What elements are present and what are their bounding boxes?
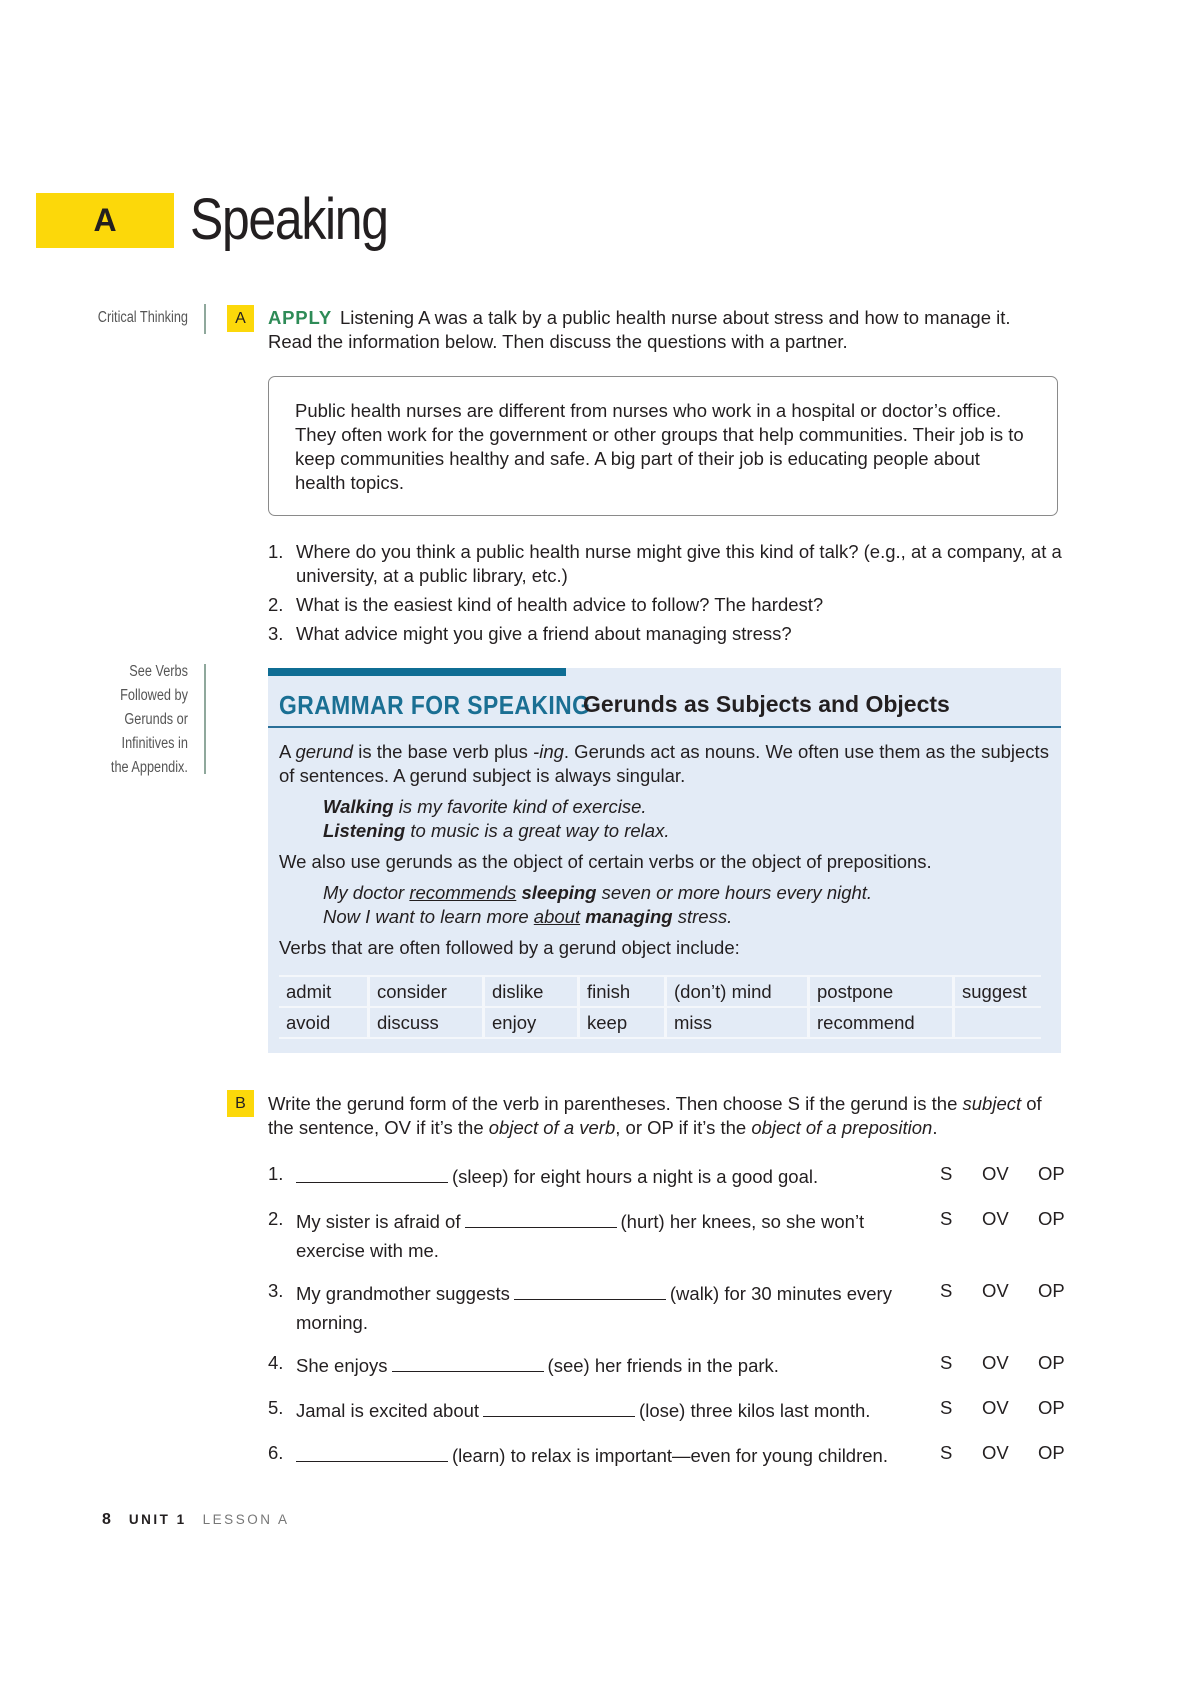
text-run: , or OP if it’s the [615,1117,752,1138]
exercise-sentence [296,1162,916,1191]
answer-blank[interactable] [296,1445,448,1462]
grammar-body [279,740,1054,960]
text-italic: object of a preposition [751,1117,933,1138]
choice-s[interactable]: S [940,1163,953,1184]
gerund-definition [279,740,1054,788]
exercise-number: 6. [268,1442,284,1463]
exercise-sentence [296,1396,916,1425]
activity-a-label: A [227,305,254,332]
grammar-divider [268,726,1061,728]
exercise-item [268,1162,1068,1191]
side-rule [204,664,206,774]
choice-s[interactable]: S [940,1352,953,1373]
apply-instructions-text: Listening A was a talk by a public health nurse about stress and how to manage it. Read the information below. Then discuss the questions with a partner. [268,307,1011,352]
grammar-subheading: Gerunds as Subjects and Objects [583,691,950,717]
exercise-item [268,1207,1068,1265]
table-cell: avoid [279,1007,369,1038]
side-rule [204,304,206,334]
table-row [279,976,1041,1007]
activity-a-instructions [268,306,1058,354]
exercise-item [268,1351,1068,1380]
choice-group [940,1279,1086,1303]
appendix-note-line: Infinitives in [121,735,188,752]
appendix-note-line: See Verbs [129,663,188,680]
exercise-item [268,1396,1068,1425]
term-ing: -ing [533,741,564,762]
appendix-note-line: the Appendix. [110,759,188,776]
sentence-before: My grandmother suggests [296,1283,510,1304]
choice-op[interactable]: OP [1038,1352,1065,1373]
object-example [279,905,1054,929]
choice-ov[interactable]: OV [982,1208,1009,1229]
choice-group [940,1207,1086,1231]
example-rest: stress. [672,906,733,927]
choice-op[interactable]: OP [1038,1397,1065,1418]
appendix-note-line: Followed by [120,687,188,704]
side-note-critical-thinking: Critical Thinking [97,309,188,326]
sentence-after: (walk) for 30 minutes every morning. [296,1283,892,1333]
grammar-top-bar [268,668,566,676]
verbs-intro: Verbs that are often followed by a gerund object include: [279,937,740,958]
exercise-item [268,1441,1068,1470]
table-cell: miss [666,1007,809,1038]
table-cell [954,1007,1042,1038]
example-text: Now I want to learn more [323,906,534,927]
table-cell: finish [579,976,666,1007]
page-footer [102,1511,289,1529]
exercise-number: 3. [268,1280,284,1301]
subject-example [279,795,1054,819]
exercise-item [268,1279,1068,1337]
choice-ov[interactable]: OV [982,1280,1009,1301]
footer-unit: UNIT 1 [128,1512,187,1527]
table-cell: suggest [954,976,1042,1007]
table-cell: (don’t) mind [666,976,809,1007]
question-item [268,593,1068,617]
activity-b-label: B [227,1090,254,1117]
choice-ov[interactable]: OV [982,1397,1009,1418]
info-box [268,376,1058,516]
sentence-before: She enjoys [296,1355,388,1376]
object-intro: We also use gerunds as the object of certain verbs or the object of prepositions. [279,851,932,872]
sentence-before: My sister is afraid of [296,1211,461,1232]
exercise-number: 1. [268,1163,284,1184]
question-text: What is the easiest kind of health advice to follow? The hardest? [296,594,824,615]
question-number: 1. [268,541,284,562]
answer-blank[interactable] [483,1400,635,1417]
answer-blank[interactable] [514,1283,666,1300]
exercise-number: 5. [268,1397,284,1418]
exercise-number: 4. [268,1352,284,1373]
section-tab [36,193,174,248]
choice-ov[interactable]: OV [982,1163,1009,1184]
appendix-note-line: Gerunds or [124,711,188,728]
choice-group [940,1162,1086,1186]
side-note-appendix [111,660,188,780]
text-italic: subject [962,1093,1022,1114]
choice-op[interactable]: OP [1038,1442,1065,1463]
choice-op[interactable]: OP [1038,1280,1065,1301]
choice-group [940,1396,1086,1420]
exercise-list [268,1162,1068,1484]
text-run: . Gerunds act as nouns. We often use them as the subjects of sentences. A gerund subject is always singular. [279,741,1049,786]
sentence-after: (hurt) her knees, so she won’t exercise with me. [296,1211,865,1261]
page-title: Speaking [190,187,388,252]
sentence-after: (see) her friends in the park. [547,1355,779,1376]
info-box-text: Public health nurses are different from nurses who work in a hospital or doctor’s office. They often work for the government or other groups that help communities. Their job is to keep communities healthy and safe. A big part of their job is educating people about health topics. [295,400,1024,493]
term-gerund: gerund [295,741,354,762]
verb-table [279,975,1041,1039]
answer-blank[interactable] [392,1355,544,1372]
table-cell: consider [369,976,484,1007]
example-rest: is my favorite kind of exercise. [393,796,647,817]
table-row [279,1007,1041,1038]
text-run: of the sentence, OV if it’s the [268,1093,1042,1138]
example-underlined: recommends [409,882,517,903]
exercise-number: 2. [268,1208,284,1229]
exercise-sentence [296,1351,916,1380]
answer-blank[interactable] [296,1166,448,1183]
choice-s[interactable]: S [940,1397,953,1418]
choice-group [940,1441,1086,1465]
text-italic: object of a verb [488,1117,616,1138]
table-cell: recommend [809,1007,954,1038]
answer-blank[interactable] [465,1211,617,1228]
sentence-after: (learn) to relax is important—even for young children. [452,1445,888,1466]
sentence-after: (lose) three kilos last month. [639,1400,871,1421]
choice-s[interactable]: S [940,1208,953,1229]
example-gerund: Walking [323,796,394,817]
exercise-sentence [296,1207,916,1265]
choice-group [940,1351,1086,1375]
text-run: is the base verb plus [353,741,534,762]
exercise-sentence [296,1279,916,1337]
table-cell: enjoy [484,1007,579,1038]
example-gerund: managing [585,906,673,927]
activity-b-instructions [268,1092,1068,1140]
example-gerund: Listening [323,820,406,841]
exercise-sentence [296,1441,916,1470]
question-text: What advice might you give a friend about managing stress? [296,623,792,644]
discussion-questions [268,540,1068,651]
choice-s[interactable]: S [940,1280,953,1301]
table-cell: keep [579,1007,666,1038]
example-text: My doctor [323,882,410,903]
grammar-box [268,668,1061,1053]
page-number: 8 [102,1511,111,1528]
question-text: Where do you think a public health nurse might give this kind of talk? (e.g., at a company, at a university, at a public library, etc.) [296,541,1062,586]
question-item [268,622,1068,646]
subject-example [279,819,1054,843]
table-cell: discuss [369,1007,484,1038]
text-run: A [279,741,296,762]
section-tab-letter: A [93,202,117,238]
choice-op[interactable]: OP [1038,1163,1065,1184]
object-example [279,881,1054,905]
sentence-after: (sleep) for eight hours a night is a good goal. [452,1166,819,1187]
table-cell: postpone [809,976,954,1007]
sentence-before: Jamal is excited about [296,1400,480,1421]
example-rest: to music is a great way to relax. [405,820,670,841]
table-cell: admit [279,976,369,1007]
question-number: 2. [268,594,284,615]
example-rest: seven or more hours every night. [596,882,873,903]
choice-ov[interactable]: OV [982,1352,1009,1373]
table-cell: dislike [484,976,579,1007]
choice-s[interactable]: S [940,1442,953,1463]
question-item [268,540,1068,588]
grammar-heading: GRAMMAR FOR SPEAKING [279,690,591,720]
choice-ov[interactable]: OV [982,1442,1009,1463]
example-underlined: about [533,906,581,927]
text-run: . [932,1117,938,1138]
footer-lesson: LESSON A [202,1512,290,1527]
choice-op[interactable]: OP [1038,1208,1065,1229]
text-run: Write the gerund form of the verb in parentheses. Then choose S if the gerund is the [268,1093,963,1114]
example-gerund: sleeping [521,882,597,903]
question-number: 3. [268,623,284,644]
apply-keyword: APPLY [268,307,332,328]
